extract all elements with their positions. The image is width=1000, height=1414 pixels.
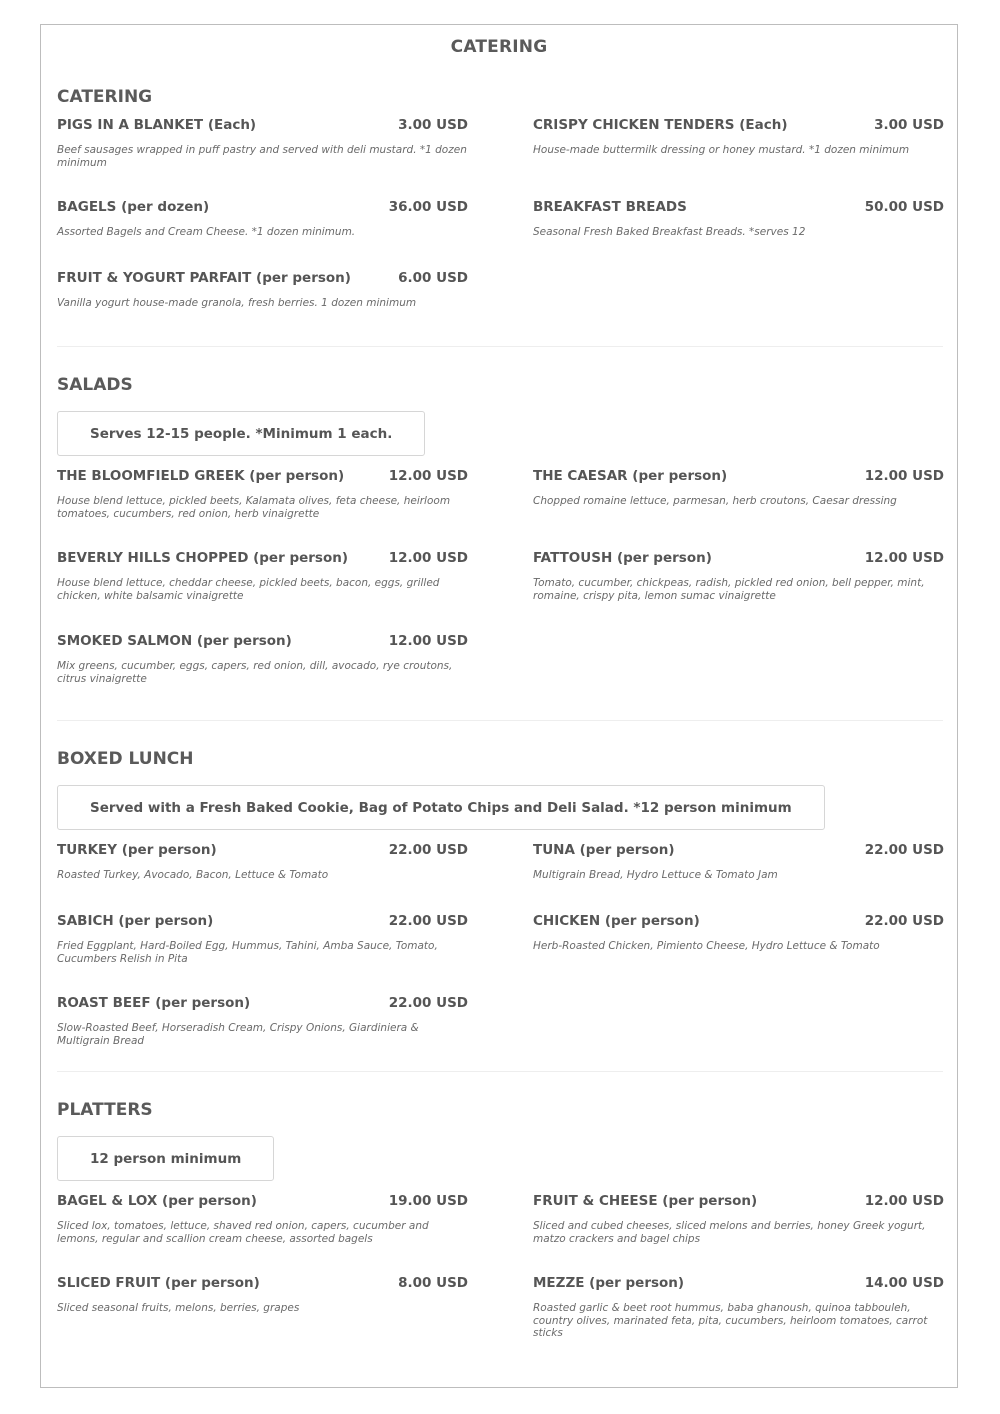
item-price: 12.00 USD	[388, 468, 468, 484]
menu-page	[40, 24, 958, 1388]
section-note: Served with a Fresh Baked Cookie, Bag of Potato Chips and Deli Salad. *12 person minimum	[57, 785, 825, 830]
item-price: 22.00 USD	[864, 913, 944, 929]
item-price: 19.00 USD	[388, 1193, 468, 1209]
item-name: BREAKFAST BREADS	[533, 199, 687, 215]
section-platters	[57, 1098, 944, 1339]
item-name: BAGELS (per dozen)	[57, 199, 210, 215]
item-name: FRUIT & CHEESE (per person)	[533, 1193, 758, 1209]
page-title: CATERING	[450, 37, 548, 57]
item-price: 50.00 USD	[864, 199, 944, 215]
item-description: Herb-Roasted Chicken, Pimiento Cheese, Hydro Lettuce & Tomato	[533, 940, 880, 952]
item-name: TURKEY (per person)	[57, 842, 217, 858]
item-description: House blend lettuce, cheddar cheese, pickled beets, bacon, eggs, grilled chicken, white balsamic vinaigrette	[57, 577, 440, 602]
menu-item	[533, 842, 944, 882]
item-price: 12.00 USD	[388, 633, 468, 649]
item-price: 6.00 USD	[398, 270, 468, 286]
item-price: 22.00 USD	[864, 842, 944, 858]
item-description: Sliced seasonal fruits, melons, berries, grapes	[57, 1302, 300, 1314]
menu-item	[57, 1193, 468, 1245]
item-name: FRUIT & YOGURT PARFAIT (per person)	[57, 270, 351, 286]
menu-item	[57, 468, 468, 520]
item-description: Multigrain Bread, Hydro Lettuce & Tomato Jam	[533, 869, 778, 881]
section-title: SALADS	[57, 375, 133, 395]
item-name: CRISPY CHICKEN TENDERS (Each)	[533, 117, 788, 133]
item-description: Beef sausages wrapped in puff pastry and served with deli mustard. *1 dozen minimum	[57, 144, 467, 169]
item-name: FATTOUSH (per person)	[533, 550, 712, 566]
menu-item	[57, 117, 468, 169]
item-description: Seasonal Fresh Baked Breakfast Breads. *serves 12	[533, 226, 806, 238]
section-title: PLATTERS	[57, 1100, 153, 1120]
menu-item	[57, 550, 468, 602]
menu-item	[533, 199, 944, 239]
item-name: SLICED FRUIT (per person)	[57, 1275, 260, 1291]
item-price: 12.00 USD	[864, 468, 944, 484]
item-price: 12.00 USD	[388, 550, 468, 566]
item-name: BEVERLY HILLS CHOPPED (per person)	[57, 550, 349, 566]
menu-item	[533, 1275, 944, 1340]
item-description: Slow-Roasted Beef, Horseradish Cream, Crispy Onions, Giardiniera & Multigrain Bread	[57, 1022, 419, 1047]
menu-item	[57, 995, 468, 1047]
section-boxed-lunch	[57, 747, 944, 1047]
item-description: Assorted Bagels and Cream Cheese. *1 dozen minimum.	[57, 226, 356, 238]
item-name: BAGEL & LOX (per person)	[57, 1193, 257, 1209]
section-divider	[57, 346, 943, 347]
item-description: Mix greens, cucumber, eggs, capers, red onion, dill, avocado, rye croutons, citrus vinaigrette	[57, 660, 453, 685]
menu-item	[57, 1275, 468, 1315]
item-name: TUNA (per person)	[533, 842, 675, 858]
item-price: 14.00 USD	[864, 1275, 944, 1291]
item-description: House-made buttermilk dressing or honey mustard. *1 dozen minimum	[533, 144, 910, 156]
item-name: THE CAESAR (per person)	[533, 468, 728, 484]
section-title: BOXED LUNCH	[57, 749, 194, 769]
menu-item	[533, 913, 944, 953]
menu-item	[57, 199, 468, 239]
item-description: House blend lettuce, pickled beets, Kalamata olives, feta cheese, heirloom tomatoes, cucumbers, red onion, herb vinaigrette	[57, 495, 451, 520]
item-price: 8.00 USD	[398, 1275, 468, 1291]
menu-item	[57, 633, 468, 685]
section-divider	[57, 1071, 943, 1072]
menu-item	[533, 117, 944, 157]
menu-item	[533, 1193, 944, 1245]
item-name: MEZZE (per person)	[533, 1275, 685, 1291]
item-name: ROAST BEEF (per person)	[57, 995, 251, 1011]
section-catering	[57, 85, 944, 309]
menu-item	[533, 468, 944, 508]
item-name: THE BLOOMFIELD GREEK (per person)	[57, 468, 345, 484]
item-name: PIGS IN A BLANKET (Each)	[57, 117, 257, 133]
item-name: SABICH (per person)	[57, 913, 214, 929]
section-title: CATERING	[57, 87, 153, 107]
item-price: 3.00 USD	[874, 117, 944, 133]
menu-item	[533, 550, 944, 602]
section-note: 12 person minimum	[57, 1136, 274, 1181]
menu-item	[57, 842, 468, 882]
item-price: 3.00 USD	[398, 117, 468, 133]
item-description: Chopped romaine lettuce, parmesan, herb croutons, Caesar dressing	[533, 495, 897, 507]
item-price: 36.00 USD	[388, 199, 468, 215]
item-price: 22.00 USD	[388, 913, 468, 929]
item-description: Fried Eggplant, Hard-Boiled Egg, Hummus, Tahini, Amba Sauce, Tomato, Cucumbers Relish in Pita	[57, 940, 438, 965]
section-note: Serves 12-15 people. *Minimum 1 each.	[57, 411, 425, 456]
item-description: Tomato, cucumber, chickpeas, radish, pickled red onion, bell pepper, mint, romaine, crispy pita, lemon sumac vinaigrette	[533, 577, 925, 602]
item-price: 22.00 USD	[388, 995, 468, 1011]
item-description: Vanilla yogurt house-made granola, fresh berries. 1 dozen minimum	[57, 297, 417, 309]
item-name: CHICKEN (per person)	[533, 913, 700, 929]
item-description: Roasted Turkey, Avocado, Bacon, Lettuce & Tomato	[57, 869, 329, 881]
section-salads	[57, 373, 944, 685]
item-price: 12.00 USD	[864, 550, 944, 566]
item-description: Roasted garlic & beet root hummus, baba ghanoush, quinoa tabbouleh, country olives, marinated feta, pita, cucumbers, heirloom tomatoes, carrot sticks	[533, 1302, 928, 1339]
section-divider	[57, 720, 943, 721]
item-description: Sliced and cubed cheeses, sliced melons and berries, honey Greek yogurt, matzo crackers and bagel chips	[533, 1220, 926, 1245]
item-price: 22.00 USD	[388, 842, 468, 858]
item-price: 12.00 USD	[864, 1193, 944, 1209]
menu-item	[57, 270, 468, 310]
item-name: SMOKED SALMON (per person)	[57, 633, 292, 649]
menu-item	[57, 913, 468, 965]
item-description: Sliced lox, tomatoes, lettuce, shaved red onion, capers, cucumber and lemons, regular and scallion cream cheese, assorted bagels	[57, 1220, 429, 1245]
